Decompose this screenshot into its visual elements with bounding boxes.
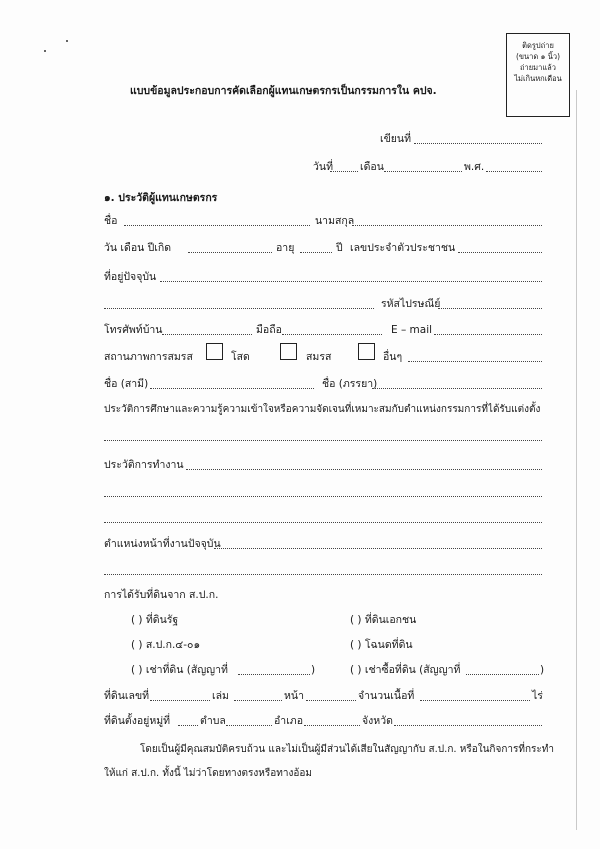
page-field[interactable] [306,690,356,701]
work-history-field-line3[interactable] [104,512,542,523]
tambon-label: ตำบล [200,715,226,727]
other-checkbox[interactable] [358,343,375,360]
postcode-label: รหัสไปรษณีย์ [381,298,441,310]
current-position-field-line2[interactable] [104,564,542,575]
address-field[interactable] [160,271,542,282]
email-label: E – mail [391,324,433,336]
photo-box-line: ติดรูปถ่าย [522,41,554,50]
location-village-label: ที่ดินตั้งอยู่หมู่ที่ [104,715,171,727]
husband-name-label: ชื่อ (สามี) [104,378,149,390]
book-label: เล่ม [212,690,229,702]
amphoe-label: อำเภอ [274,715,304,727]
village-no-field[interactable] [178,715,198,726]
name-label: ชื่อ [104,215,118,227]
scan-speck [44,50,46,52]
dob-field[interactable] [188,242,272,253]
address-field-line2[interactable] [104,298,374,309]
photo-box-line: ถ่ายมาแล้ว [520,63,556,72]
id-number-field[interactable] [458,242,542,253]
marital-status-label: สถานภาพการสมรส [104,351,193,363]
page-label: หน้า [284,690,304,702]
photo-box-line: ไม่เกินหกเดือน [514,74,562,83]
land-heading: การได้รับที่ดินจาก ส.ป.ก. [104,589,219,601]
plot-number-label: ที่ดินเลขที่ [104,690,150,702]
scan-speck [66,40,68,42]
married-label: สมรส [306,351,332,363]
plot-number-field[interactable] [150,690,210,701]
hire-purchase-option[interactable]: ( ) เช่าซื้อที่ดิน (สัญญาที่ [350,664,461,676]
lease-contract-field[interactable] [238,664,310,675]
work-history-field[interactable] [186,459,542,470]
age-field[interactable] [300,242,332,253]
wife-name-field[interactable] [372,378,542,389]
education-field[interactable] [104,430,542,441]
email-field[interactable] [434,324,542,335]
other-label: อื่นๆ [383,351,403,363]
single-checkbox[interactable] [206,343,223,360]
other-field[interactable] [408,351,542,362]
section-heading: ๑. ประวัติผู้แทนเกษตรกร [104,192,218,204]
date-day-field[interactable] [330,161,358,172]
education-label: ประวัติการศึกษาและความรู้ความเข้าใจหรือความจัดเจนที่เหมาะสมกับตำแหน่งกรรมการที่ได้รับแต่งตั้ง [104,404,541,415]
address-label: ที่อยู่ปัจจุบัน [104,271,157,283]
current-position-label: ตำแหน่งหน้าที่งานปัจจุบัน [104,538,221,550]
private-land-option[interactable]: ( ) ที่ดินเอกชน [350,614,417,626]
declaration-line-2: ให้แก่ ส.ป.ก. ทั้งนี้ ไม่ว่าโดยทางตรงหรือทางอ้อม [104,768,312,779]
id-number-label: เลขประจำตัวประชาชน [350,242,456,254]
surname-field[interactable] [352,215,542,226]
amphoe-field[interactable] [304,715,360,726]
date-month-field[interactable] [384,161,462,172]
married-checkbox[interactable] [280,343,297,360]
hire-purchase-contract-field[interactable] [466,664,539,675]
area-label: จำนวนเนื้อที่ [358,690,415,702]
form-title: แบบข้อมูลประกอบการคัดเลือกผู้แทนเกษตรกรเป็นกรรมการใน คปจ. [130,85,437,97]
wife-name-label: ชื่อ (ภรรยา) [322,378,378,390]
surname-label: นามสกุล [315,215,355,227]
photo-box-line: (ขนาด ๑ นิ้ว) [515,52,561,61]
state-land-option[interactable]: ( ) ที่ดินรัฐ [131,614,179,626]
written-at-label: เขียนที่ [380,133,412,145]
hire-close-paren: ) [540,664,545,676]
declaration-line-1: โดยเป็นผู้มีคุณสมบัติครบถ้วน และไม่เป็นผู้มีส่วนได้เสียในสัญญากับ ส.ป.ก. หรือในกิจการที่กระทำ [140,744,554,755]
postcode-field[interactable] [438,298,542,309]
title-deed-option[interactable]: ( ) โฉนดที่ดิน [350,639,413,651]
home-phone-field[interactable] [162,324,252,335]
scan-edge-line [576,90,577,830]
lease-close-paren: ) [311,664,316,676]
area-field[interactable] [420,690,530,701]
home-phone-label: โทรศัพท์บ้าน [104,324,163,336]
date-month-label: เดือน [360,161,384,173]
spk401-option[interactable]: ( ) ส.ป.ก.๔-๐๑ [131,639,201,651]
date-year-label: พ.ศ. [464,161,485,173]
age-label: อายุ [276,242,295,254]
mobile-label: มือถือ [256,324,282,336]
years-label: ปี [336,242,343,254]
dob-label: วัน เดือน ปีเกิด [104,242,172,254]
book-field[interactable] [234,690,282,701]
date-day-label: วันที่ [313,161,333,173]
province-label: จังหวัด [362,715,393,727]
date-year-field[interactable] [486,161,542,172]
husband-name-field[interactable] [150,378,314,389]
written-at-field[interactable] [414,133,542,144]
work-history-label: ประวัติการทำงาน [104,459,184,471]
name-field[interactable] [124,215,310,226]
province-field[interactable] [394,715,542,726]
tambon-field[interactable] [226,715,272,726]
mobile-field[interactable] [282,324,382,335]
single-label: โสด [231,351,250,363]
work-history-field-line2[interactable] [104,486,542,497]
current-position-field[interactable] [214,538,542,549]
rai-label: ไร่ [532,690,543,702]
lease-option[interactable]: ( ) เช่าที่ดิน (สัญญาที่ [131,664,228,676]
photo-placeholder-box [506,33,570,117]
